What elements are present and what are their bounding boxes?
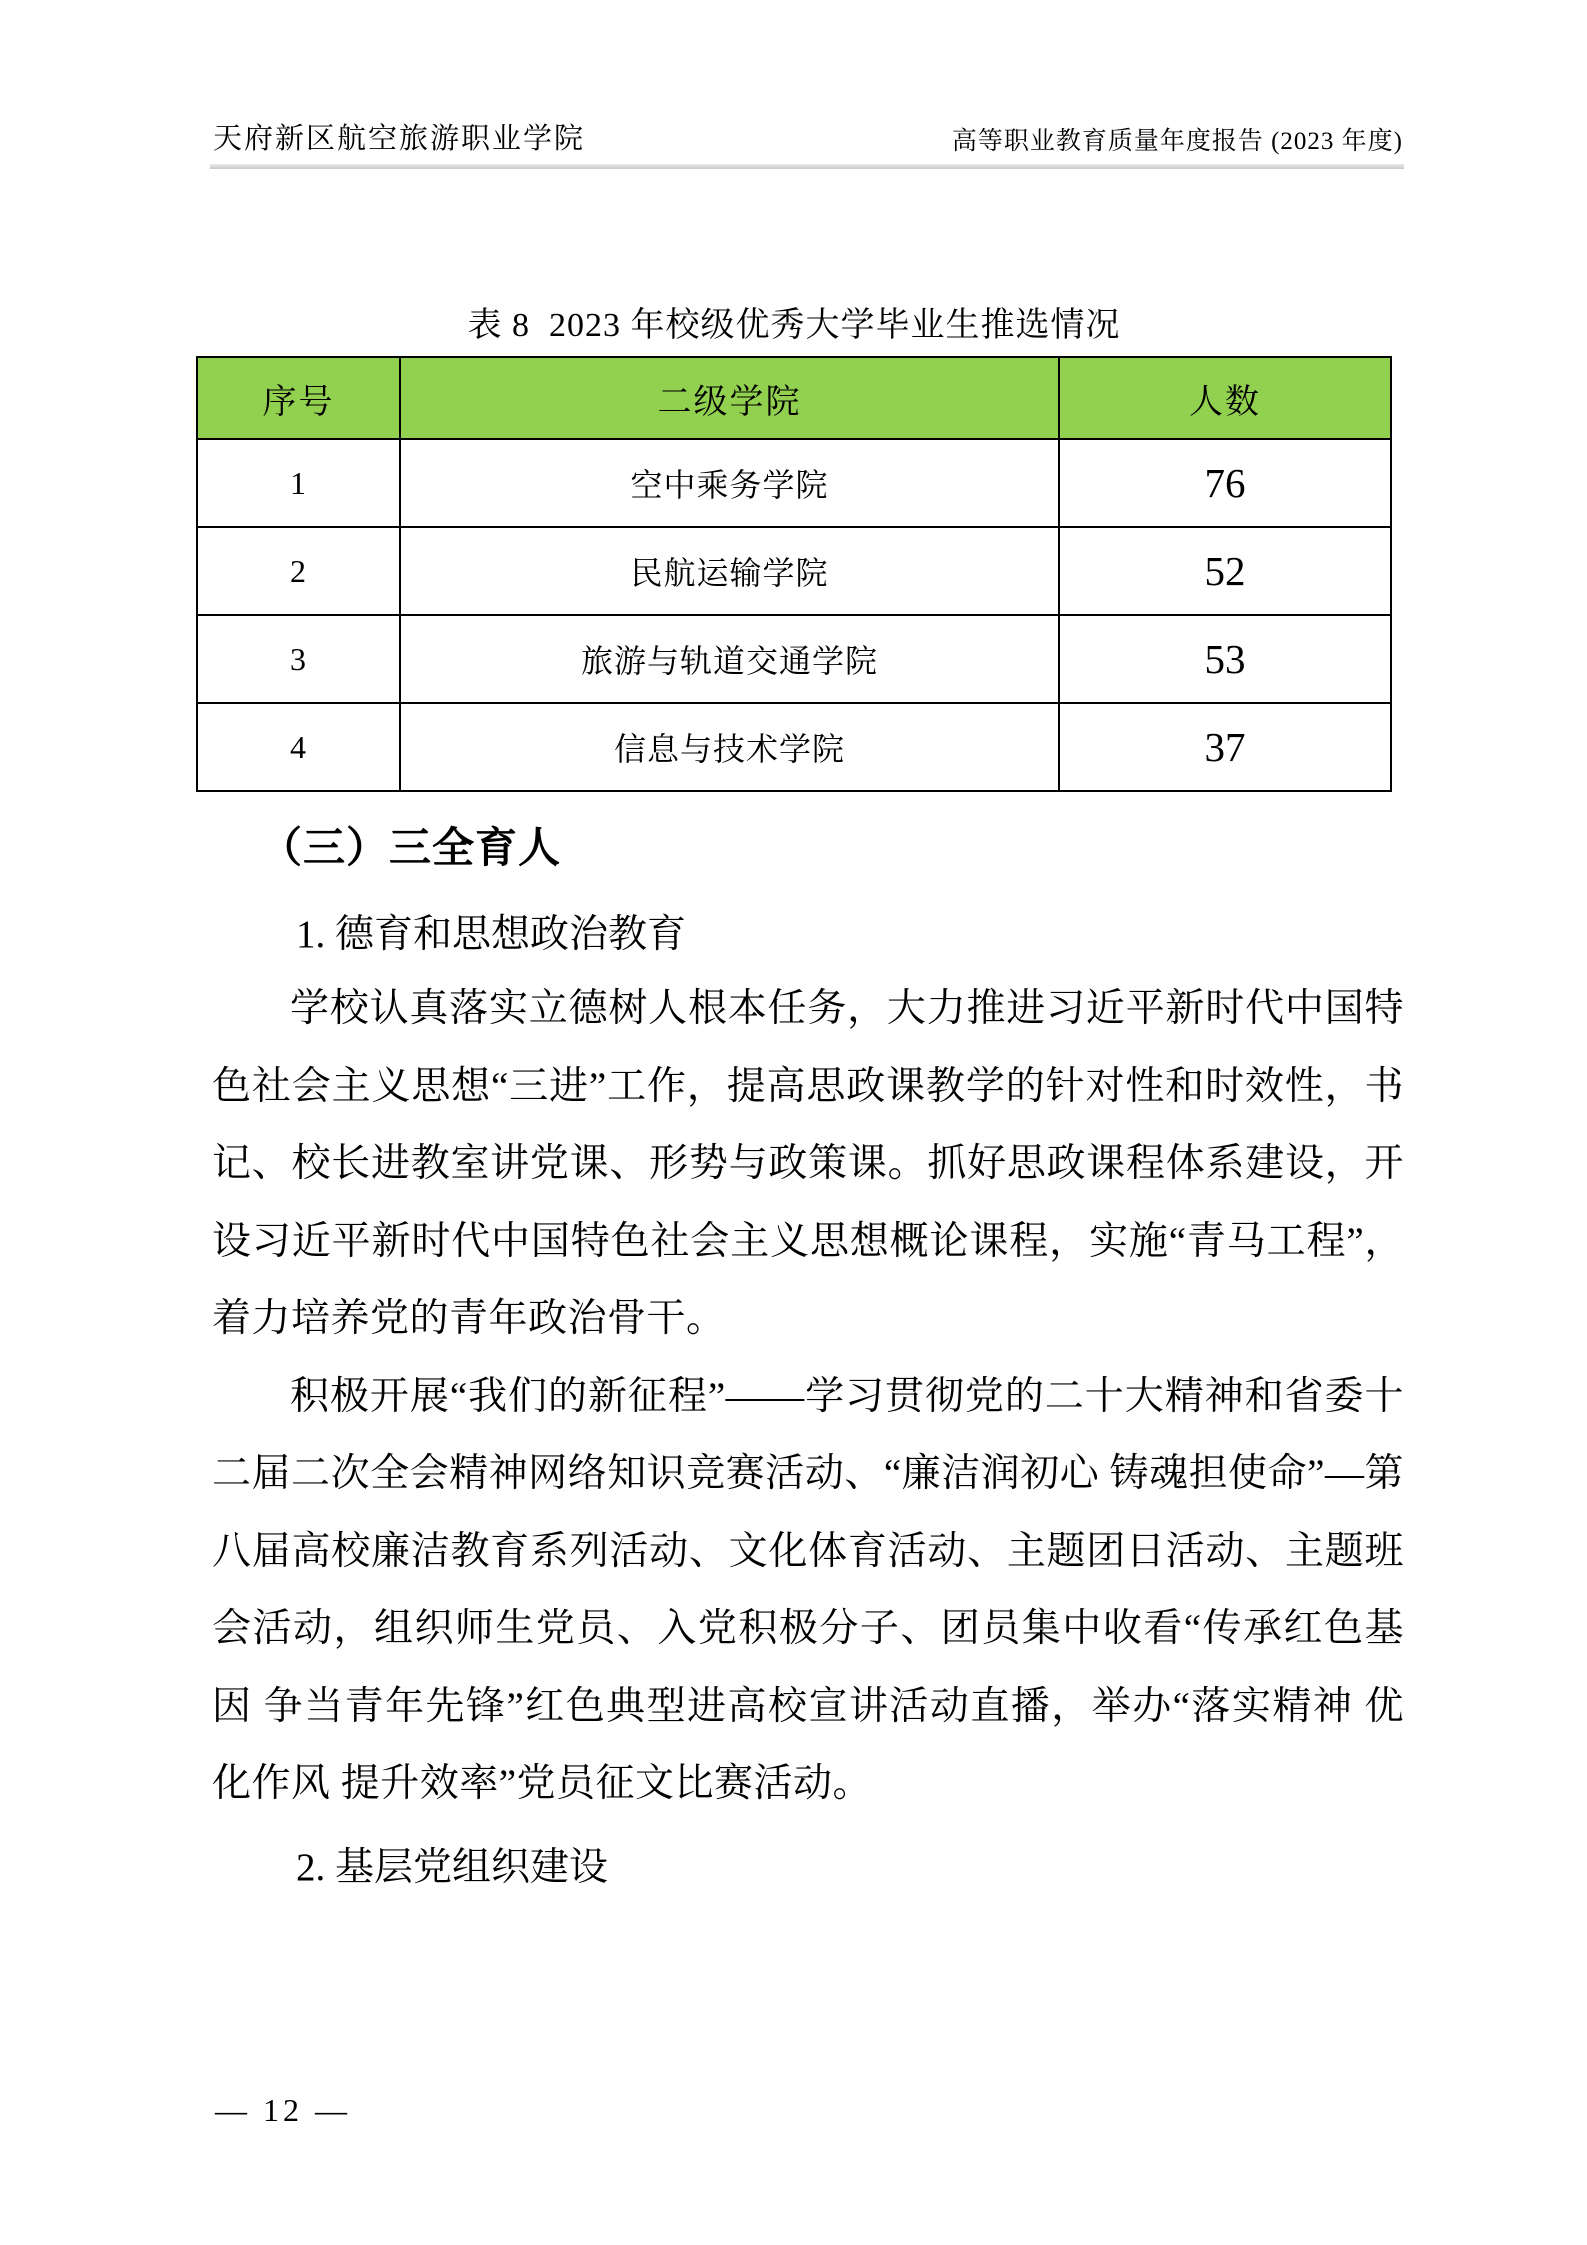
cell-index: 4 xyxy=(197,703,400,791)
cell-count: 52 xyxy=(1059,527,1391,615)
table-row xyxy=(197,615,1391,703)
header-school-name: 天府新区航空旅游职业学院 xyxy=(213,123,586,155)
table-row xyxy=(197,439,1391,527)
table-row xyxy=(197,703,1391,791)
running-header xyxy=(213,116,1403,157)
cell-college: 民航运输学院 xyxy=(400,527,1059,615)
cell-index: 3 xyxy=(197,615,400,703)
body-content xyxy=(212,818,1404,1897)
table-caption: 表 8 2023 年校级优秀大学毕业生推选情况 xyxy=(467,307,1121,344)
cell-college: 空中乘务学院 xyxy=(400,439,1059,527)
graduates-table xyxy=(196,356,1392,792)
sub-heading-moral-education: 1. 德育和思想政治教育 xyxy=(296,913,687,956)
cell-index: 1 xyxy=(197,439,400,527)
table-header-row xyxy=(197,357,1391,439)
sub-heading-party-organization: 2. 基层党组织建设 xyxy=(296,1845,609,1889)
header-divider xyxy=(210,164,1404,169)
table-row xyxy=(197,527,1391,615)
column-header-count: 人数 xyxy=(1059,357,1391,439)
section-heading: （三）三全育人 xyxy=(260,826,562,872)
cell-count: 76 xyxy=(1059,439,1391,527)
cell-count: 37 xyxy=(1059,703,1391,791)
header-report-title: 高等职业教育质量年度报告 (2023 年度) xyxy=(951,128,1403,155)
column-header-index: 序号 xyxy=(197,357,400,439)
cell-count: 53 xyxy=(1059,615,1391,703)
column-header-college: 二级学院 xyxy=(400,357,1059,439)
cell-college: 信息与技术学院 xyxy=(400,703,1059,791)
cell-college: 旅游与轨道交通学院 xyxy=(400,615,1059,703)
paragraph: 积极开展“我们的新征程”——学习贯彻党的二十大精神和省委十二届二次全会精神网络知识竞赛活动、“廉洁润初心 铸魂担使命”—第八届高校廉洁教育系列活动、文化体育活动、主题团日活动、主题班会活动，组织师生党员、入党积极分子、团员集中收看“传承红色基因 争当青年先锋”红色典型进高校宣讲活动直播，举办“落实精神 优化作风 提升效率”党员征文比赛活动。 xyxy=(212,1374,1404,1805)
page-number: — 12 — xyxy=(215,2092,351,2128)
cell-index: 2 xyxy=(197,527,400,615)
paragraph: 学校认真落实立德树人根本任务，大力推进习近平新时代中国特色社会主义思想“三进”工作，提高思政课教学的针对性和时效性，书记、校长进教室讲党课、形势与政策课。抓好思政课程体系建设，开设习近平新时代中国特色社会主义思想概论课程，实施“青马工程”，着力培养党的青年政治骨干。 xyxy=(212,987,1404,1340)
